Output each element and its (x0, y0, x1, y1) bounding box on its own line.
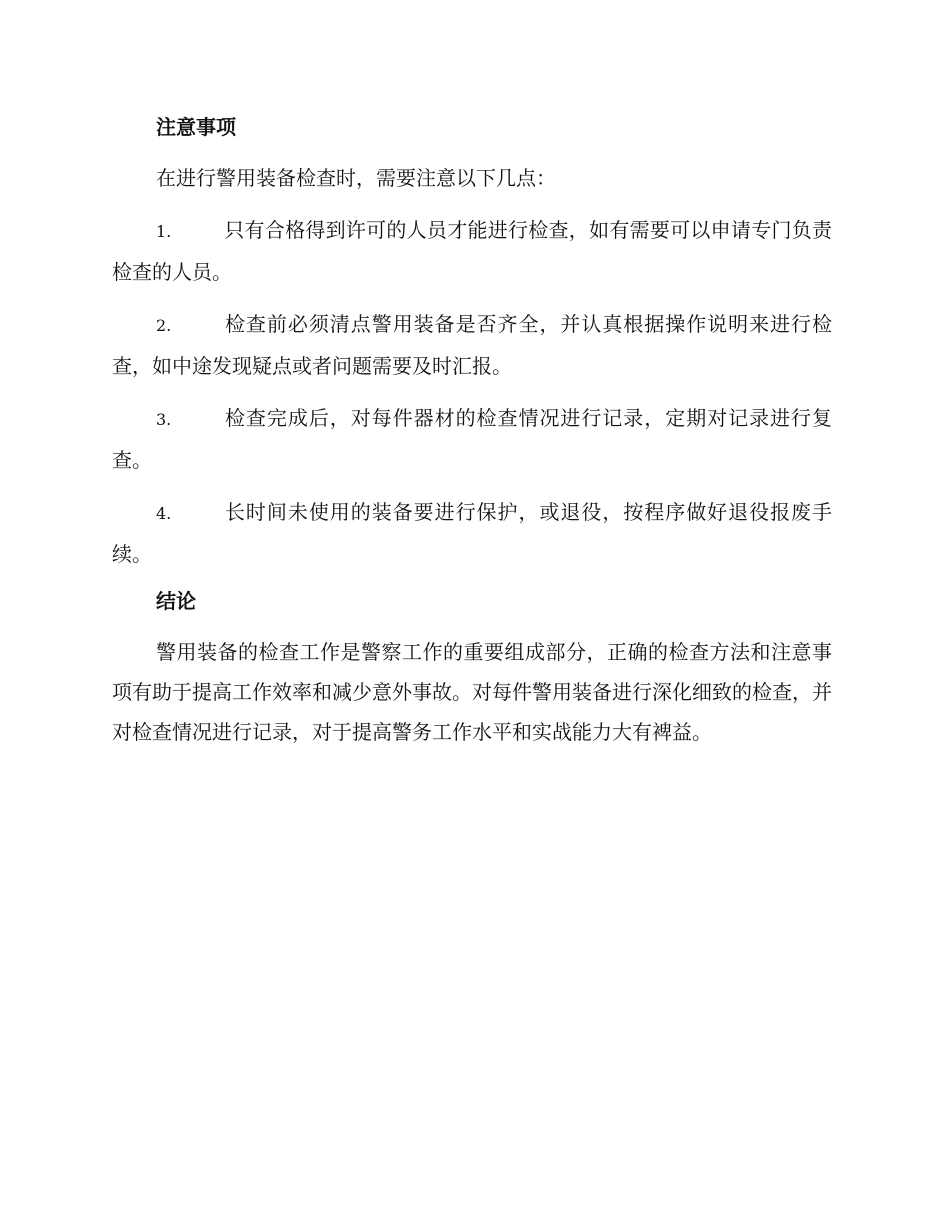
conclusion-body: 警用装备的检查工作是警察工作的重要组成部分，正确的检查方法和注意事项有助于提高工作效率和减少意外事故。对每件警用装备进行深化细致的检查，并对检查情况进行记录，对于提高警务工作水平和实战能力大有裨益。 (112, 640, 832, 744)
section-heading-conclusion: 结论 (156, 589, 196, 613)
list-item (112, 492, 832, 574)
list-item-text: 检查前必须清点警用装备是否齐全，并认真根据操作说明来进行检查，如中途发现疑点或者问题需要及时汇报。 (112, 312, 832, 378)
document-page (112, 112, 832, 752)
list-item-text: 检查完成后，对每件器材的检查情况进行记录，定期对记录进行复查。 (112, 406, 832, 472)
list-item-number: 4. (156, 504, 172, 523)
list-item-number: 2. (156, 316, 172, 335)
list-item-number: 1. (156, 222, 172, 241)
list-item-number: 3. (156, 410, 172, 429)
list-item-text: 长时间未使用的装备要进行保护，或退役，按程序做好退役报废手续。 (112, 500, 832, 566)
list-item-text: 只有合格得到许可的人员才能进行检查，如有需要可以申请专门负责检查的人员。 (112, 218, 832, 284)
section-heading-notes: 注意事项 (156, 115, 236, 139)
list-item (112, 304, 832, 386)
notes-list (112, 210, 832, 574)
notes-intro: 在进行警用装备检查时，需要注意以下几点： (156, 166, 556, 190)
list-item (112, 398, 832, 480)
list-item (112, 210, 832, 292)
